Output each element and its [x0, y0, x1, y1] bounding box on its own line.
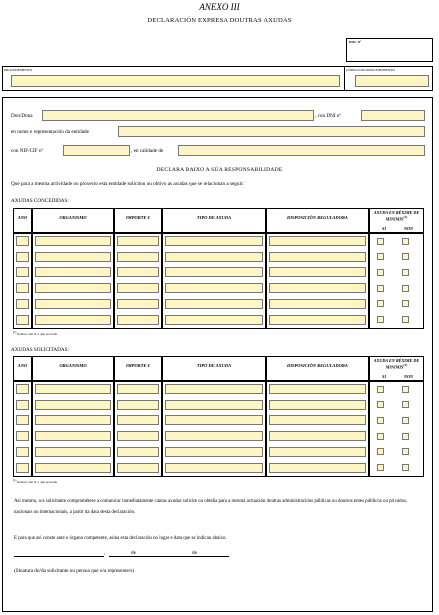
requested-minimis-label-text: AXUDA EN RÉXIME DE MINIMIS	[373, 358, 420, 370]
requested-col-regulation-input[interactable]	[269, 431, 366, 441]
granted-minimis-yes-checkbox[interactable]	[377, 316, 384, 323]
requested-col-year-input[interactable]	[16, 415, 29, 425]
granted-minimis-label	[370, 210, 423, 221]
granted-minimis-no-checkbox[interactable]	[402, 285, 409, 292]
place-line[interactable]	[14, 556, 104, 557]
granted-col-regulation-input[interactable]	[269, 252, 366, 262]
granted-table	[13, 208, 424, 328]
date-line[interactable]	[109, 556, 229, 557]
requested-col-organism-input[interactable]	[35, 415, 111, 425]
requested-col-organism-input[interactable]	[35, 447, 111, 457]
requested-footnote	[13, 478, 57, 484]
requested-col-organism-input[interactable]	[35, 431, 111, 441]
requested-col-regulation-input[interactable]	[269, 415, 366, 425]
signature-caption: (Sinatura do/da solicitante ou persoa que o/a represente/s)	[14, 568, 134, 574]
granted-col-organism-header	[32, 208, 114, 233]
requested-col-regulation-input[interactable]	[269, 384, 366, 394]
granted-col-aid-type-input[interactable]	[165, 299, 263, 309]
granted-col-year-input[interactable]	[16, 236, 29, 246]
requested-col-amount-input[interactable]	[117, 400, 159, 410]
granted-no-label: NON	[404, 226, 414, 231]
requested-col-organism-header	[32, 356, 114, 381]
representation-label: en nome e representación da entidade	[11, 129, 89, 135]
requested-yes-label: SI	[382, 374, 386, 379]
attestation-paragraph: E para que así conste ante o órgano competente, asina esta declaración no lugar e data que se indican abaixo.	[14, 536, 227, 541]
granted-col-organism-input[interactable]	[35, 315, 111, 325]
annex-title: ANEXO III	[199, 2, 240, 12]
requested-minimis-no-checkbox[interactable]	[402, 417, 409, 424]
declaration-heading: DECLARA BAIXO A SÚA RESPONSABILIDADE	[156, 167, 283, 173]
requested-col-regulation-label: DISPOSICIÓN REGULADORA	[287, 363, 348, 368]
granted-col-amount-input[interactable]	[117, 267, 159, 277]
granted-minimis-no-checkbox[interactable]	[402, 269, 409, 276]
procedure-field[interactable]	[11, 75, 340, 87]
granted-col-regulation-label: DISPOSICIÓN REGULADORA	[287, 215, 348, 220]
requested-col-year-label: ANO	[17, 363, 28, 368]
doc-number-label: DOC Nº	[349, 40, 362, 44]
requested-footnote-marker: (1)	[13, 478, 17, 482]
granted-minimis-yes-checkbox[interactable]	[377, 285, 384, 292]
granted-minimis-no-checkbox[interactable]	[402, 300, 409, 307]
granted-yes-label: SI	[382, 226, 386, 231]
granted-col-year-input[interactable]	[16, 267, 29, 277]
granted-minimis-no-checkbox[interactable]	[402, 238, 409, 245]
granted-col-aid-type-input[interactable]	[165, 283, 263, 293]
requested-minimis-yes-checkbox[interactable]	[377, 401, 384, 408]
granted-footnote-text: Indicar cun X o que proceda	[17, 332, 58, 337]
nif-field[interactable]	[63, 145, 130, 156]
requested-col-organism-label: ORGANISMO	[59, 363, 87, 368]
granted-col-year-input[interactable]	[16, 252, 29, 262]
requested-col-year-input[interactable]	[16, 384, 29, 394]
granted-col-aid-type-label: TIPO DE AXUDA	[196, 215, 232, 220]
granted-col-minimis-header	[369, 208, 424, 233]
requested-col-aid-type-input[interactable]	[165, 400, 263, 410]
requested-col-amount-label: IMPORTE €	[126, 363, 150, 368]
granted-col-amount-input[interactable]	[117, 236, 159, 246]
granted-col-amount-input[interactable]	[117, 283, 159, 293]
requested-col-organism-input[interactable]	[35, 463, 111, 473]
requested-minimis-no-checkbox[interactable]	[402, 386, 409, 393]
granted-col-regulation-input[interactable]	[269, 299, 366, 309]
requested-no-label: NON	[404, 374, 414, 379]
requested-col-aid-type-input[interactable]	[165, 415, 263, 425]
granted-col-organism-input[interactable]	[35, 283, 111, 293]
requested-title: AXUDAS SOLICITADAS:	[11, 347, 69, 353]
granted-col-regulation-input[interactable]	[269, 236, 366, 246]
commitment-paragraph: Así mesmo, o/a solicitante comprométese a comunicar inmediatamente cantas axudas solicite ou obteña para a mesma actuación doutras administracións públicas ou doutros entes públicos ou privados, nacionais ou internacionais, a partir da data desta declaración.	[14, 499, 408, 515]
requested-col-aid-type-header	[162, 356, 266, 381]
requested-col-year-input[interactable]	[16, 431, 29, 441]
dni-label: , con DNI nº	[315, 113, 342, 119]
granted-col-year-input[interactable]	[16, 315, 29, 325]
requested-minimis-label	[370, 358, 423, 369]
nif-label: con NIF/CIF nº	[11, 148, 44, 154]
granted-col-regulation-input[interactable]	[269, 267, 366, 277]
granted-col-amount-header	[114, 208, 162, 233]
granted-minimis-yes-checkbox[interactable]	[377, 300, 384, 307]
month-of-label: de	[192, 550, 197, 556]
requested-col-year-input[interactable]	[16, 400, 29, 410]
document-title: DECLARACIÓN EXPRESA DOUTRAS AXUDAS	[147, 17, 292, 24]
requested-col-year-input[interactable]	[16, 447, 29, 457]
requested-col-regulation-input[interactable]	[269, 400, 366, 410]
requested-minimis-no-checkbox[interactable]	[402, 433, 409, 440]
requested-col-year-header	[13, 356, 32, 381]
granted-title: AXUDAS CONCEDIDAS:	[11, 198, 69, 204]
granted-col-organism-input[interactable]	[35, 299, 111, 309]
requested-col-amount-input[interactable]	[117, 447, 159, 457]
requested-col-aid-type-input[interactable]	[165, 431, 263, 441]
granted-col-year-label: ANO	[17, 215, 28, 220]
requested-col-aid-type-input[interactable]	[165, 447, 263, 457]
procedure-row	[2, 66, 433, 91]
procedure-code-field[interactable]	[355, 75, 429, 87]
requested-col-regulation-input[interactable]	[269, 447, 366, 457]
capacity-field[interactable]	[178, 145, 425, 156]
granted-col-aid-type-input[interactable]	[165, 315, 263, 325]
place-comma: ,	[104, 550, 106, 556]
granted-footnote-marker: (1)	[13, 330, 17, 334]
requested-minimis-yes-checkbox[interactable]	[377, 433, 384, 440]
requested-minimis-yes-checkbox[interactable]	[377, 417, 384, 424]
requested-table	[13, 356, 424, 476]
granted-minimis-no-checkbox[interactable]	[402, 253, 409, 260]
granted-col-organism-input[interactable]	[35, 252, 111, 262]
doc-number-box	[346, 38, 433, 62]
capacity-label: , en calidade de	[131, 148, 164, 154]
granted-col-year-input[interactable]	[16, 299, 29, 309]
dni-field[interactable]	[361, 110, 425, 121]
granted-col-amount-input[interactable]	[117, 315, 159, 325]
requested-col-regulation-input[interactable]	[269, 463, 366, 473]
declaration-intro: Que para a mesma actividade ou proxecto esta entidade solicitou ou obtivo as axudas que se relacionan a seguir:	[11, 181, 245, 187]
requested-minimis-no-checkbox[interactable]	[402, 448, 409, 455]
procedure-code-label: CÓDIGO DO PROCEDEMENTO	[346, 68, 395, 72]
name-field[interactable]	[42, 110, 314, 121]
requested-col-aid-type-input[interactable]	[165, 463, 263, 473]
granted-col-year-header	[13, 208, 32, 233]
requested-minimis-no-checkbox[interactable]	[402, 401, 409, 408]
granted-col-organism-input[interactable]	[35, 236, 111, 246]
requested-col-amount-input[interactable]	[117, 463, 159, 473]
requested-minimis-yes-checkbox[interactable]	[377, 386, 384, 393]
requested-col-minimis-body	[369, 381, 424, 477]
requested-footnote-text: Indicar cun X o que proceda	[17, 480, 58, 485]
granted-minimis-footnote-marker: (1)	[403, 215, 408, 219]
granted-col-aid-type-header	[162, 208, 266, 233]
requested-col-amount-header	[114, 356, 162, 381]
granted-col-organism-label: ORGANISMO	[59, 215, 87, 220]
granted-col-amount-input[interactable]	[117, 299, 159, 309]
granted-col-regulation-input[interactable]	[269, 315, 366, 325]
procedure-divider	[344, 67, 345, 90]
requested-col-amount-input[interactable]	[117, 384, 159, 394]
granted-col-regulation-input[interactable]	[269, 283, 366, 293]
granted-col-aid-type-input[interactable]	[165, 252, 263, 262]
requested-col-aid-type-label: TIPO DE AXUDA	[196, 363, 232, 368]
procedure-label: PROCEDEMENTO	[4, 68, 33, 72]
granted-col-amount-input[interactable]	[117, 252, 159, 262]
granted-col-organism-input[interactable]	[35, 267, 111, 277]
requested-col-amount-input[interactable]	[117, 431, 159, 441]
granted-col-minimis-body	[369, 233, 424, 329]
requested-col-amount-input[interactable]	[117, 415, 159, 425]
granted-col-aid-type-input[interactable]	[165, 236, 263, 246]
requested-col-regulation-header	[266, 356, 369, 381]
day-of-label: de	[131, 550, 136, 556]
requested-col-minimis-header	[369, 356, 424, 381]
granted-minimis-yes-checkbox[interactable]	[377, 269, 384, 276]
don-label: Don/Dona	[11, 113, 33, 119]
granted-minimis-no-checkbox[interactable]	[402, 316, 409, 323]
granted-col-regulation-header	[266, 208, 369, 233]
requested-col-aid-type-input[interactable]	[165, 384, 263, 394]
requested-minimis-yes-checkbox[interactable]	[377, 448, 384, 455]
granted-minimis-yes-checkbox[interactable]	[377, 253, 384, 260]
granted-minimis-yes-checkbox[interactable]	[377, 238, 384, 245]
granted-col-aid-type-input[interactable]	[165, 267, 263, 277]
granted-col-amount-label: IMPORTE €	[126, 215, 150, 220]
requested-minimis-no-checkbox[interactable]	[402, 464, 409, 471]
granted-minimis-label-text: AXUDA EN RÉXIME DE MINIMIS	[373, 210, 420, 222]
requested-col-organism-input[interactable]	[35, 384, 111, 394]
requested-minimis-footnote-marker: (1)	[403, 363, 408, 367]
requested-col-organism-input[interactable]	[35, 400, 111, 410]
requested-col-year-input[interactable]	[16, 463, 29, 473]
granted-col-year-input[interactable]	[16, 283, 29, 293]
requested-minimis-yes-checkbox[interactable]	[377, 464, 384, 471]
entity-field[interactable]	[118, 126, 425, 137]
granted-footnote	[13, 330, 57, 336]
